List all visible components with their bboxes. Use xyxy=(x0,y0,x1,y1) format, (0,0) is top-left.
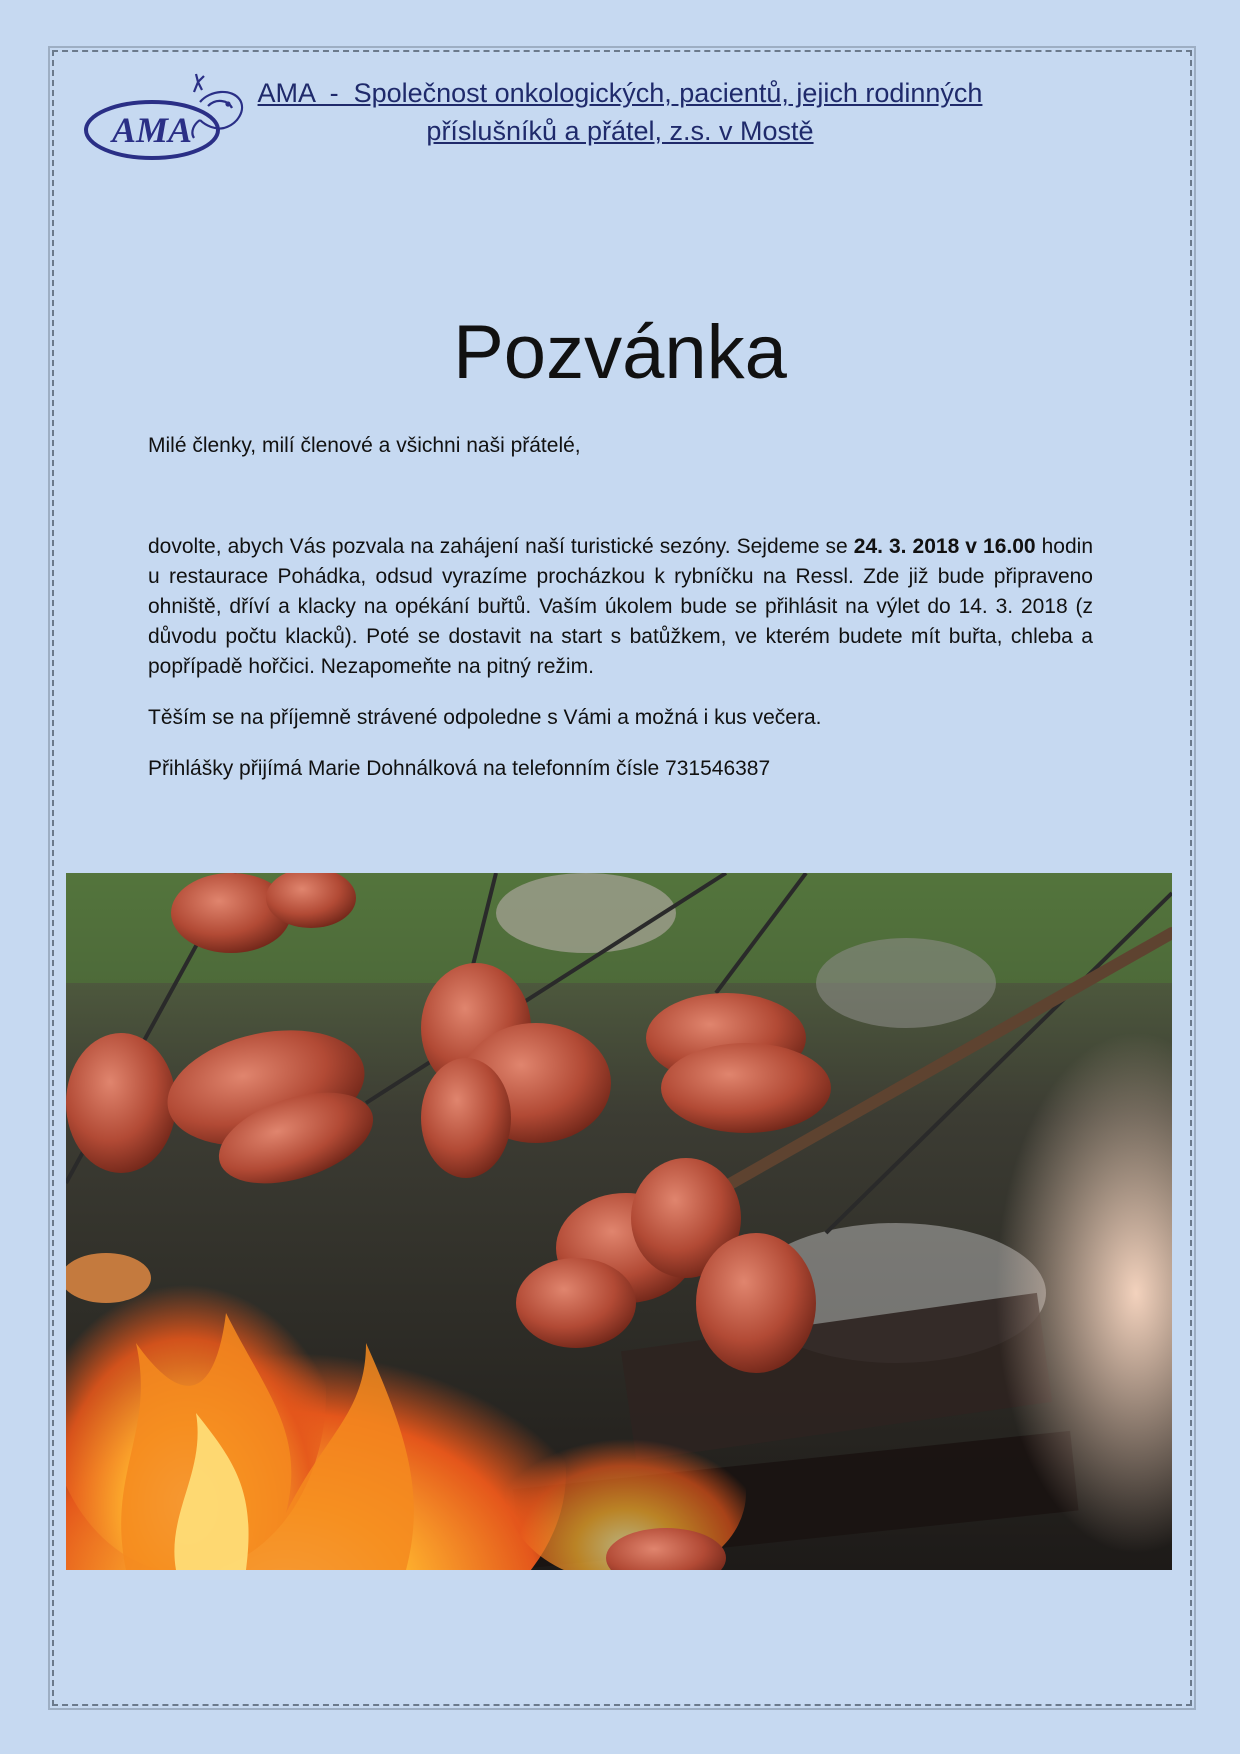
dove-icon xyxy=(192,74,242,138)
logo-text: AMA xyxy=(111,110,193,150)
organization-title-line-1: AMA - Společnost onkologických, pacientů, jejich rodinných xyxy=(257,78,983,108)
greeting: Milé členky, milí členové a všichni naši přátelé, xyxy=(148,434,581,457)
organization-title xyxy=(250,74,990,150)
invitation-body-text-1: dovolte, abych Vás pozvala na zahájení naší turistické sezóny. Sejdeme se xyxy=(148,535,854,558)
document-title: Pozvánka xyxy=(453,309,787,395)
closing-sentence: Těším se na příjemně strávené odpoledne s Vámi a možná i kus večera. xyxy=(148,706,822,729)
invitation-body-text-2: hodin u restaurace Pohádka, odsud vyrazíme procházkou k rybníčku na Ressl. Zde již bude připraveno ohniště, dříví a klacky na opékání buřtů. Vaším úkolem bude se přihlásit na výlet do 14. 3. 2018 (z důvodu počtu klacků). Poté se dostavit na start s batůžkem, ve kterém budete mít buřta, chleba a popřípadě hořčici. Nezapomeňte na pitný režim. xyxy=(148,535,1093,678)
signup-info: Přihlášky přijímá Marie Dohnálková na telefonním čísle 731546387 xyxy=(148,757,771,780)
organization-title-line-2: příslušníků a přátel, z.s. v Mostě xyxy=(426,116,814,146)
event-date-time: 24. 3. 2018 v 16.00 xyxy=(853,535,1036,558)
invitation-body xyxy=(148,532,1093,682)
ama-logo xyxy=(82,72,252,164)
campfire-sausages-image xyxy=(66,873,1172,1570)
